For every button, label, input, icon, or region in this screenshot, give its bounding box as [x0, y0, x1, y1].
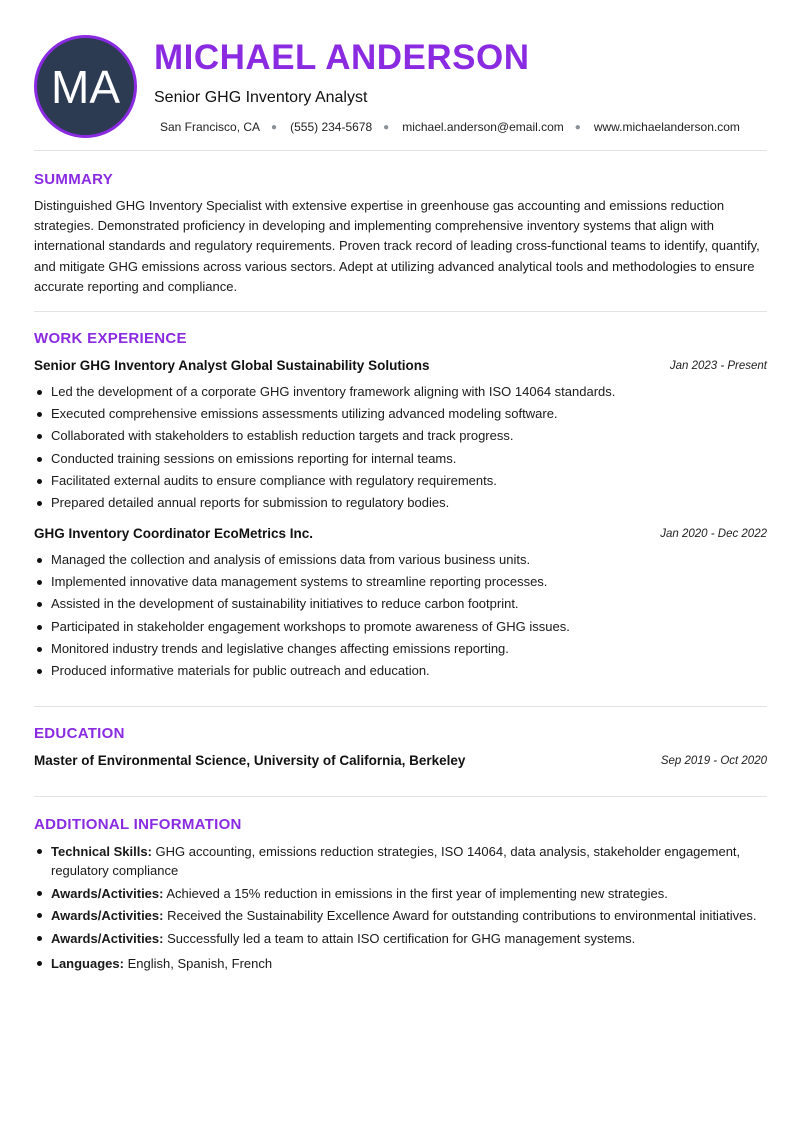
avatar-initials: MA — [51, 60, 120, 113]
info-label: Awards/Activities: — [51, 930, 164, 946]
divider — [34, 706, 767, 707]
list-item — [34, 884, 767, 903]
education-dates: Sep 2019 - Oct 2020 — [660, 755, 767, 767]
list-item — [34, 842, 767, 880]
list-item: Conducted training sessions on emissions reporting for internal teams. — [34, 450, 767, 472]
info-text: Achieved a 15% reduction in emissions in the first year of implementing new strategies. — [166, 885, 668, 901]
divider — [34, 150, 767, 151]
list-item: Executed comprehensive emissions assessments utilizing advanced modeling software. — [34, 405, 767, 427]
job-header — [34, 526, 767, 544]
job-title: GHG Inventory Coordinator EcoMetrics Inc. — [34, 526, 314, 541]
section-title-experience: WORK EXPERIENCE — [34, 330, 187, 347]
candidate-name: MICHAEL ANDERSON — [154, 38, 530, 77]
contact-bar — [160, 120, 740, 134]
contact-phone: (555) 234-5678 — [290, 120, 373, 134]
list-item: Led the development of a corporate GHG inventory framework aligning with ISO 14064 standards. — [34, 383, 767, 405]
job-bullets — [34, 383, 767, 516]
candidate-title: Senior GHG Inventory Analyst — [154, 89, 368, 106]
section-title-additional: ADDITIONAL INFORMATION — [34, 816, 242, 833]
list-item: Facilitated external audits to ensure compliance with regulatory requirements. — [34, 472, 767, 494]
education-entry — [34, 753, 767, 771]
job-dates: Jan 2020 - Dec 2022 — [660, 528, 767, 540]
info-label: Technical Skills: — [51, 844, 152, 859]
list-item: Managed the collection and analysis of emissions data from various business units. — [34, 551, 767, 573]
contact-email[interactable]: michael.anderson@email.com — [402, 120, 564, 134]
info-label: Awards/Activities: — [51, 885, 164, 901]
additional-info-list — [34, 842, 767, 976]
list-item: Prepared detailed annual reports for submission to regulatory bodies. — [34, 494, 767, 516]
list-item — [34, 929, 767, 948]
info-label: Languages: — [51, 955, 124, 971]
divider — [34, 311, 767, 312]
divider — [34, 796, 767, 797]
bullet-separator-icon: ● — [574, 121, 581, 133]
contact-website[interactable]: www.michaelanderson.com — [593, 120, 740, 134]
job-bullets — [34, 551, 767, 684]
job-dates: Jan 2023 - Present — [669, 360, 767, 372]
info-text: Successfully led a team to attain ISO certification for GHG management systems. — [167, 930, 636, 946]
info-label: Awards/Activities: — [51, 908, 164, 923]
job-title: Senior GHG Inventory Analyst Global Sustainability Solutions — [34, 358, 430, 373]
job-header — [34, 358, 767, 376]
bullet-separator-icon: ● — [271, 121, 278, 133]
resume-header — [0, 0, 800, 150]
info-text: Received the Sustainability Excellence Award for outstanding contributions to environmental initiatives. — [167, 908, 757, 923]
list-item — [34, 954, 767, 973]
list-item: Produced informative materials for public outreach and education. — [34, 662, 767, 684]
section-title-education: EDUCATION — [34, 725, 125, 742]
list-item — [34, 906, 767, 925]
info-text: English, Spanish, French — [127, 955, 273, 971]
contact-location: San Francisco, CA — [160, 120, 261, 134]
list-item: Assisted in the development of sustainability initiatives to reduce carbon footprint. — [34, 595, 767, 617]
summary-text: Distinguished GHG Inventory Specialist with extensive expertise in greenhouse gas accounting and emissions reduction strategies. Demonstrated proficiency in developing and implementing comprehensive inventory systems that align with international standards and regulatory requirements. Proven track record of leading cross-functional teams to identify, quantify, and mitigate GHG emissions across various sectors. Adept at utilizing advanced analytical tools and methodologies to ensure accurate reporting and compliance. — [34, 198, 760, 294]
bullet-separator-icon: ● — [383, 121, 390, 133]
list-item: Participated in stakeholder engagement workshops to promote awareness of GHG issues. — [34, 618, 767, 640]
info-text: GHG accounting, emissions reduction strategies, ISO 14064, data analysis, stakeholder engagement, regulatory compliance — [51, 844, 741, 878]
list-item: Monitored industry trends and legislative changes affecting emissions reporting. — [34, 640, 767, 662]
degree: Master of Environmental Science, University of California, Berkeley — [34, 753, 466, 768]
list-item: Collaborated with stakeholders to establish reduction targets and track progress. — [34, 427, 767, 449]
avatar — [34, 35, 137, 138]
section-title-summary: SUMMARY — [34, 171, 114, 188]
list-item: Implemented innovative data management systems to streamline reporting processes. — [34, 573, 767, 595]
